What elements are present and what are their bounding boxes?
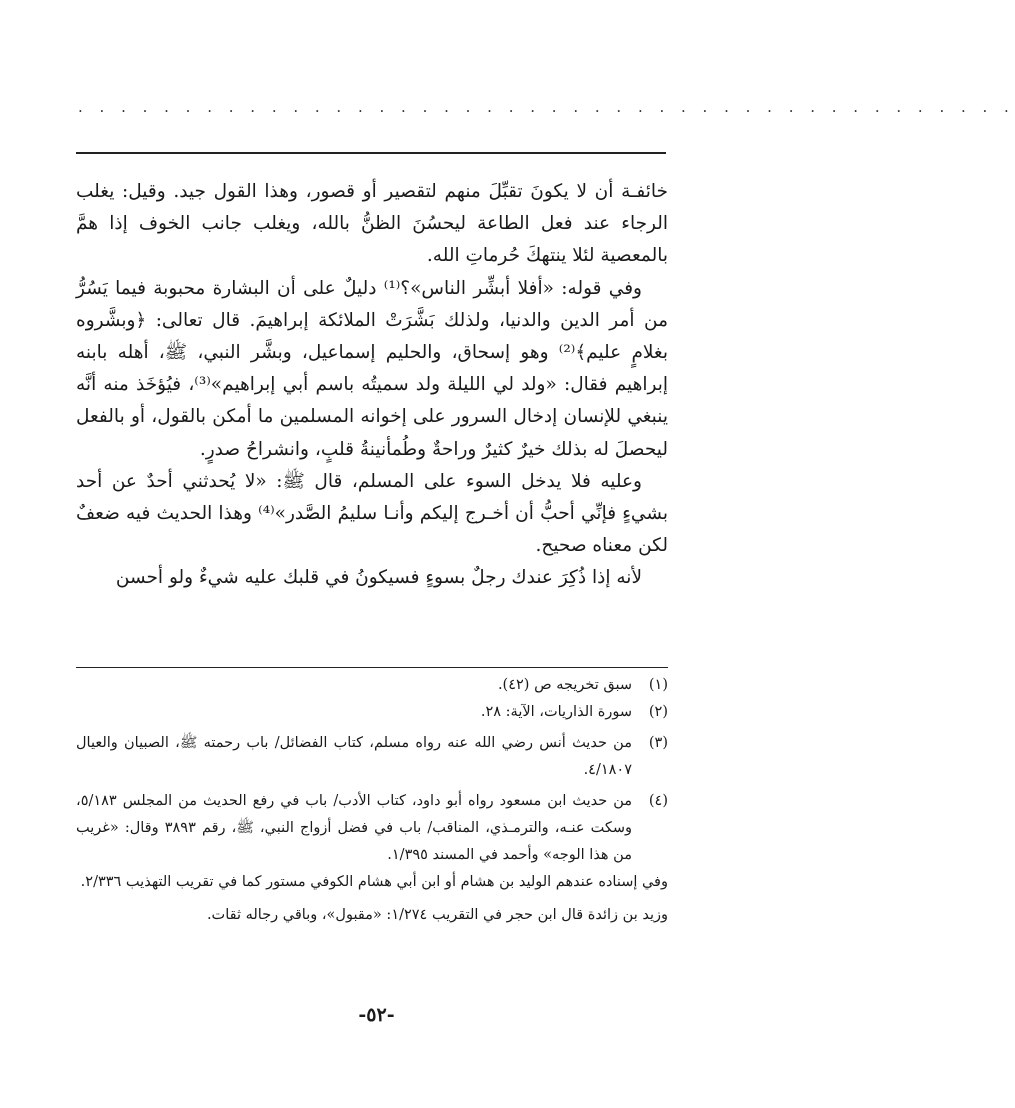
paragraph: خائفـة أن لا يكونَ تقبِّلَ منهم لتقصير أو قصور، وهذا القول جيد. وقيل: يغلب الرجاء عند فعل الطاعة ليحسُنَ الظنُّ بالله، ويغلب جانب الخوف إذا همَّ بالمعصية لئلا ينتهكَ حُرماتِ الله. bbox=[76, 181, 668, 267]
paragraph: لأنه إذا ذُكِرَ عندك رجلٌ بسوءٍ فسيكونُ في قلبك عليه شيءٌ ولو أحسن bbox=[115, 567, 642, 589]
footnote-text: سورة الذاريات، الآية: ٢٨. bbox=[480, 704, 632, 720]
footnote-text: من حديث ابن مسعود رواه أبو داود، كتاب الأدب/ باب في رفع الحديث من المجلس ٥/١٨٣، وسكت عنـه، والترمـذي، المناقب/ باب في فضل أزواج النبي، ﷺ، رقم ٣٨٩٣ وقال: «غريب من هذا الوجه» وأحمد في المسند ١/٣٩٥. bbox=[76, 793, 632, 863]
footnote-number: (٤) bbox=[648, 793, 668, 809]
dotted-separator: . . . . . . . . . . . . . . . . . . . . . . . . . . . . . . . . . . . . . . . . . . . . bbox=[78, 98, 1015, 116]
footnote-number: (٣) bbox=[648, 735, 668, 751]
footnote-text: سبق تخريجه ص (٤٢). bbox=[497, 677, 632, 693]
footnote-rule bbox=[76, 667, 668, 668]
footnote-continuation: وفي إسناده عندهم الوليد بن هشام أو ابن أبي هشام الكوفي مستور كما في تقريب التهذيب ٢/٣٣٦. bbox=[80, 874, 668, 890]
footnote bbox=[76, 730, 668, 784]
footnote-number: (١) bbox=[648, 677, 668, 693]
page-number: -٥٢- bbox=[358, 1004, 395, 1026]
top-rule bbox=[76, 152, 666, 154]
footnote bbox=[76, 699, 668, 726]
footnote bbox=[76, 788, 668, 869]
paragraph: وعليه فلا يدخل السوء على المسلم، قال ﷺ: «لا يُحدثني أحدٌ عن أحد بشيءٍ فإنِّي أحبُّ أن أخـرج إليكم وأنـا سليمُ الصَّدر»⁽⁴⁾ وهذا الحديث فيه ضعفٌ لكن معناه صحيح. bbox=[76, 470, 668, 557]
footnote-continuation: وزيد بن زائدة قال ابن حجر في التقريب ١/٢٧٤: «مقبول»، وباقي رجاله ثقات. bbox=[206, 907, 668, 923]
footnote-text: من حديث أنس رضي الله عنه رواه مسلم، كتاب الفضائل/ باب رحمته ﷺ، الصبيان والعيال ٤/١٨٠٧. bbox=[76, 735, 632, 778]
footnote-number: (٢) bbox=[648, 704, 668, 720]
paragraph: وفي قوله: «أفلا أبشِّر الناس»؟⁽¹⁾ دليلٌ على أن البشارة محبوبة فيما يَسُرُّ من أمر الدين والدنيا، ولذلك بَشَّرَتْ الملائكة إبراهيمَ. قال تعالى: ﴿وبشَّروه بغلامٍ عليم﴾⁽²⁾ وهو إسحاق، والحليم إسماعيل، وبشَّر النبي، ﷺ، أهله بابنه إبراهيم فقال: «ولد لي الليلة ولد سميتُه باسم أبي إبراهيم»⁽³⁾، فيُؤخَذ منه أنَّه ينبغي للإنسان إدخال السرور على إخوانه المسلمين ما أمكن بالقول، أو بالفعل ليحصلَ له بذلك خيرٌ كثيرٌ وراحةٌ وطُمأنينةُ قلبٍ، وانشراحُ صدرٍ. bbox=[76, 277, 669, 460]
main-text bbox=[76, 176, 668, 595]
footnote bbox=[76, 672, 668, 699]
footnotes bbox=[76, 672, 668, 929]
